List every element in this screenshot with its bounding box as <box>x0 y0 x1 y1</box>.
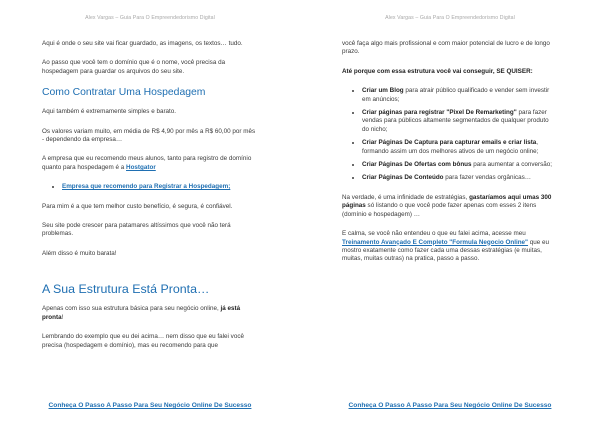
paragraph <box>342 194 556 219</box>
bold-text: gastaríamos aqui umas 300 páginas <box>342 193 552 210</box>
bold-text: Criar páginas para registrar "Pixel De Remarketing" <box>362 109 517 117</box>
paragraph: Além disso é muito barata! <box>42 249 117 257</box>
list-item <box>362 87 556 104</box>
hostgator-link[interactable]: Hostgator <box>126 163 156 171</box>
bold-text: Criar um Blog <box>362 87 404 95</box>
paragraph: Para mim é a que tem melhor custo benefício, é segura, é confiável. <box>42 202 233 210</box>
paragraph-text: Apenas com isso sua estrutura básica para seu negócio online, <box>42 305 221 313</box>
list-item <box>362 174 556 182</box>
page-header: Alex Vargas – Guia Para O Empreendedorismo Digital <box>85 15 215 21</box>
link-list <box>42 183 256 191</box>
paragraph: Aqui também é extremamente simples e barato. <box>42 108 177 116</box>
bold-text: Criar Páginas De Ofertas com bônus <box>362 161 472 169</box>
section-heading-ready: A Sua Estrutura Está Pronta… <box>42 282 210 297</box>
list-item <box>362 139 556 156</box>
paragraph <box>342 230 556 264</box>
paragraph-text: ! <box>61 313 64 321</box>
paragraph: Lembrando do exemplo que eu dei acima… nem disso que eu falei você precisa (hospedagem e domínio), mas eu recomendo para que <box>42 333 244 349</box>
paragraph <box>42 305 256 322</box>
hosting-recommendation-link[interactable]: Empresa que recomendo para Registrar a Hospedagem; <box>62 183 231 191</box>
item-text: para atrair público qualificado e vender sem investir em anúncios; <box>362 87 550 103</box>
list-item <box>62 183 256 191</box>
bold-text: já está pronta <box>42 305 241 321</box>
right-content <box>342 40 556 275</box>
paragraph: Seu site pode crescer para patamares altíssimos que você não terá problemas. <box>42 222 231 238</box>
item-text: para fazer vendas para públicos altamente segmentados de qualquer produto do nicho; <box>362 109 549 133</box>
paragraph <box>342 68 556 76</box>
paragraph: Os valores variam muito, em média de R$ 4,90 por mês a R$ 60,00 por mês - dependendo da empresa… <box>42 127 256 144</box>
item-text: para aumentar a conversão; <box>471 161 553 169</box>
item-text: , formando assim um dos melhores ativos de um negócio online; <box>362 139 539 155</box>
strategy-list <box>342 87 556 183</box>
left-content <box>42 40 256 361</box>
list-item <box>362 109 556 134</box>
paragraph-text: Na verdade, é uma infinidade de estratégias, <box>342 193 470 201</box>
right-page <box>300 0 600 424</box>
bold-text: Criar Páginas De Conteúdo <box>362 174 444 182</box>
paragraph-text: A empresa que eu recomendo meus alunos, tanto para registro de domínio quanto para hospedagem é a <box>42 155 252 171</box>
paragraph: Ao passo que você tem o domínio que é o nome, você precisa da hospedagem para guardar os arquivos do seu site. <box>42 59 226 75</box>
footer-link[interactable]: Conheça O Passo A Passo Para Seu Negócio Online De Sucesso <box>48 402 252 409</box>
footer-link[interactable]: Conheça O Passo A Passo Para Seu Negócio Online De Sucesso <box>348 402 552 409</box>
paragraph-text: E calma, se você não entendeu o que eu falei acima, acesse meu <box>342 230 526 238</box>
bold-text: Até porque com essa estrutura você vai conseguir, SE QUISER: <box>342 67 533 75</box>
item-text: para fazer vendas orgânicas… <box>443 174 532 182</box>
section-heading-hosting: Como Contratar Uma Hospedagem <box>42 87 206 99</box>
bold-text: Criar Páginas De Captura para capturar emails e criar lista <box>362 139 537 147</box>
paragraph-text: que eu mostro exatamente como fazer cada uma dessas estratégias (e muitas, muitas, muitas outras) na pratica, passo a passo. <box>342 238 550 263</box>
paragraph: você faça algo mais profissional e com maior potencial de lucro e de longo prazo. <box>342 40 550 56</box>
paragraph <box>42 155 256 172</box>
paragraph-text: só listando o que você pode fazer apenas com esses 2 itens (domínio e hospedagem) … <box>342 202 537 218</box>
list-item <box>362 161 556 169</box>
paragraph: Aqui é onde o seu site vai ficar guardado, as imagens, os textos… tudo. <box>42 40 243 47</box>
training-link[interactable]: Treinamento Avançado E Completo "Formula Negocio Online" <box>342 238 529 246</box>
page-header: Alex Vargas – Guia Para O Empreendedorismo Digital <box>385 15 515 21</box>
